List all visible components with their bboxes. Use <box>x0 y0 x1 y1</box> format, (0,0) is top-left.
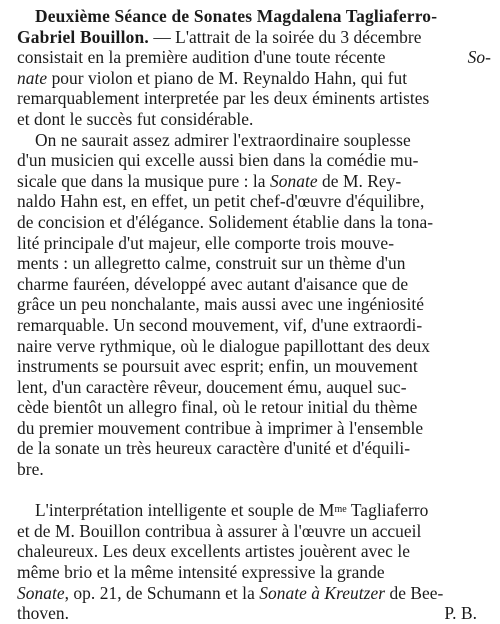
text-line: de concision et d'élégance. Solidement établie dans la tona- <box>17 211 434 232</box>
text-line: et dont le succès fut considérable. <box>17 108 254 129</box>
text-line <box>17 6 491 27</box>
text-line: grâce un peu nonchalante, mais aussi avec une ingéniosité <box>17 294 425 315</box>
text-line: L'interprétation intelligente et souple de M me Tagliaferro <box>35 500 429 521</box>
text-line: ments : un allegretto calme, construit sur un thème d'un <box>17 253 406 274</box>
text-line: nate pour violon et piano de M. Reynaldo Hahn, qui fut <box>17 67 408 88</box>
text-line: bre. <box>17 459 44 480</box>
article-heading-cont: Gabriel Bouillon. <box>17 26 149 47</box>
text-line: du premier mouvement contribue à imprimer à l'ensemble <box>17 417 424 438</box>
text-line: chaleureux. Les deux excellents artistes jouèrent avec le <box>17 541 410 562</box>
text-line: charme fauréen, développé avec autant d'aisance que de <box>17 273 409 294</box>
text-line: lent, d'un caractère rêveur, doucement ému, auquel suc- <box>17 376 407 397</box>
text-line: naldo Hahn est, en effet, un petit chef-d'œuvre d'équilibre, <box>17 191 425 212</box>
text-line: cède bientôt un allegro final, où le retour initial du thème <box>17 397 418 418</box>
text-line: On ne saurait assez admirer l'extraordinaire souplesse <box>35 129 411 150</box>
text-line: lité principale d'ut majeur, elle comporte trois mouve- <box>17 232 395 253</box>
text-line: thoven. P. B. <box>17 603 491 624</box>
text-line: d'un musicien qui excelle aussi bien dans la comédie mu- <box>17 150 419 171</box>
article-heading: Deuxième Séance de Sonates Magdalena Tagliaferro- <box>35 6 438 26</box>
review-article <box>17 6 491 624</box>
text-line: même brio et la même intensité expressive la grande <box>17 562 385 583</box>
text-line: Gabriel Bouillon. — L'attrait de la soirée du 3 décembre <box>17 26 422 47</box>
text-line: remarquablement interpretée par les deux éminents artistes <box>17 88 430 109</box>
text-line: naire verve rythmique, où le dialogue papillottant des deux <box>17 335 430 356</box>
text-line: remarquable. Un second mouvement, vif, d'une extraordi- <box>17 314 423 335</box>
signature: P. B. <box>444 603 477 624</box>
text-line: de la sonate un très heureux caractère d'unité et d'équili- <box>17 438 411 459</box>
text-line: sicale que dans la musique pure : la Sonate de M. Rey- <box>17 170 402 191</box>
text-line: consistait en la première audition d'une toute récente So- <box>17 47 491 68</box>
text-line: instruments se poursuit avec esprit; enfin, un mouvement <box>17 356 418 377</box>
text-line <box>17 480 491 501</box>
text-line: et de M. Bouillon contribua à assurer à l'œuvre un accueil <box>17 520 422 541</box>
text-line: Sonate , op. 21, de Schumann et la Sonate à Kreutzer de Bee- <box>17 582 444 603</box>
